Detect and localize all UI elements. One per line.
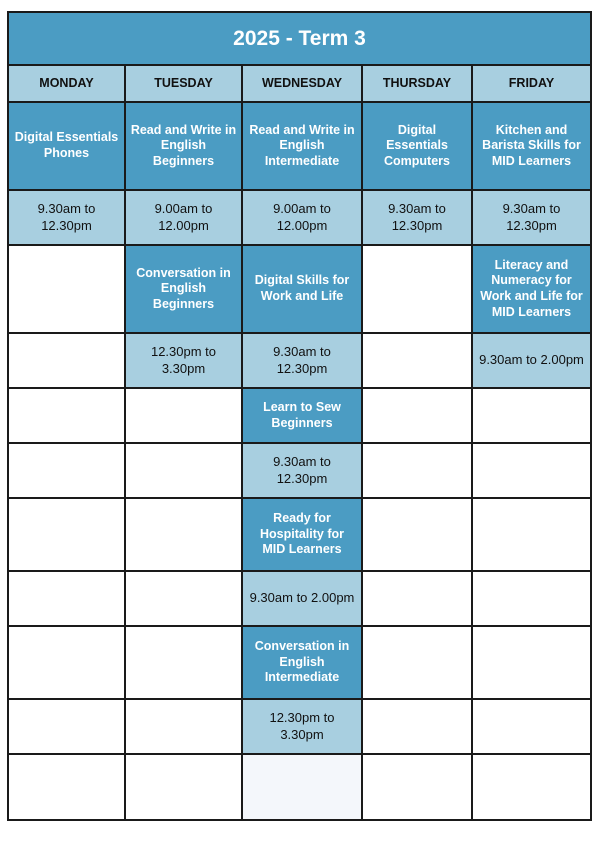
empty-cell: [9, 334, 126, 389]
empty-cell: [363, 389, 473, 444]
course-name: Literacy and Numeracy for Work and Life for MID Learners: [473, 246, 590, 334]
course-name: Digital Skills for Work and Life: [243, 246, 363, 334]
course-name: Read and Write in English Intermediate: [243, 103, 363, 191]
course-name: Learn to Sew Beginners: [243, 389, 363, 444]
course-name: Digital Essentials Computers: [363, 103, 473, 191]
empty-cell: [9, 755, 126, 819]
day-header-tue: TUESDAY: [126, 66, 243, 103]
empty-cell: [126, 627, 243, 700]
empty-cell: [9, 246, 126, 334]
empty-cell: [473, 572, 590, 627]
empty-cell: [473, 700, 590, 755]
empty-cell: [126, 700, 243, 755]
course-time: 9.30am to 12.30pm: [243, 334, 363, 389]
empty-cell: [363, 755, 473, 819]
course-time: 12.30pm to 3.30pm: [126, 334, 243, 389]
empty-cell: [473, 755, 590, 819]
empty-cell: [126, 755, 243, 819]
course-time: 12.30pm to 3.30pm: [243, 700, 363, 755]
course-name: Read and Write in English Beginners: [126, 103, 243, 191]
empty-cell: [9, 627, 126, 700]
empty-cell: [363, 499, 473, 572]
empty-cell: [363, 444, 473, 499]
course-name: Kitchen and Barista Skills for MID Learners: [473, 103, 590, 191]
day-header-mon: MONDAY: [9, 66, 126, 103]
empty-cell: [363, 572, 473, 627]
day-header-fri: FRIDAY: [473, 66, 590, 103]
empty-cell: [473, 444, 590, 499]
course-name: Ready for Hospitality for MID Learners: [243, 499, 363, 572]
empty-cell: [9, 389, 126, 444]
course-time: 9.30am to 2.00pm: [243, 572, 363, 627]
empty-cell: [473, 389, 590, 444]
empty-cell: [9, 572, 126, 627]
empty-cell: [9, 499, 126, 572]
empty-cell: [473, 499, 590, 572]
empty-cell: [126, 499, 243, 572]
empty-cell: [473, 627, 590, 700]
empty-cell: [126, 572, 243, 627]
day-header-wed: WEDNESDAY: [243, 66, 363, 103]
course-time: 9.00am to 12.00pm: [243, 191, 363, 246]
empty-cell: [126, 444, 243, 499]
empty-cell: [243, 755, 363, 819]
course-name: Conversation in English Beginners: [126, 246, 243, 334]
empty-cell: [126, 389, 243, 444]
course-name: Digital Essentials Phones: [9, 103, 126, 191]
course-time: 9.30am to 12.30pm: [363, 191, 473, 246]
course-name: Conversation in English Intermediate: [243, 627, 363, 700]
timetable: [7, 11, 592, 821]
course-time: 9.30am to 12.30pm: [9, 191, 126, 246]
empty-cell: [363, 700, 473, 755]
course-time: 9.30am to 12.30pm: [243, 444, 363, 499]
empty-cell: [363, 627, 473, 700]
course-time: 9.00am to 12.00pm: [126, 191, 243, 246]
empty-cell: [363, 246, 473, 334]
day-header-thu: THURSDAY: [363, 66, 473, 103]
empty-cell: [9, 700, 126, 755]
empty-cell: [9, 444, 126, 499]
course-time: 9.30am to 12.30pm: [473, 191, 590, 246]
empty-cell: [363, 334, 473, 389]
course-time: 9.30am to 2.00pm: [473, 334, 590, 389]
timetable-title: 2025 - Term 3: [9, 13, 590, 66]
